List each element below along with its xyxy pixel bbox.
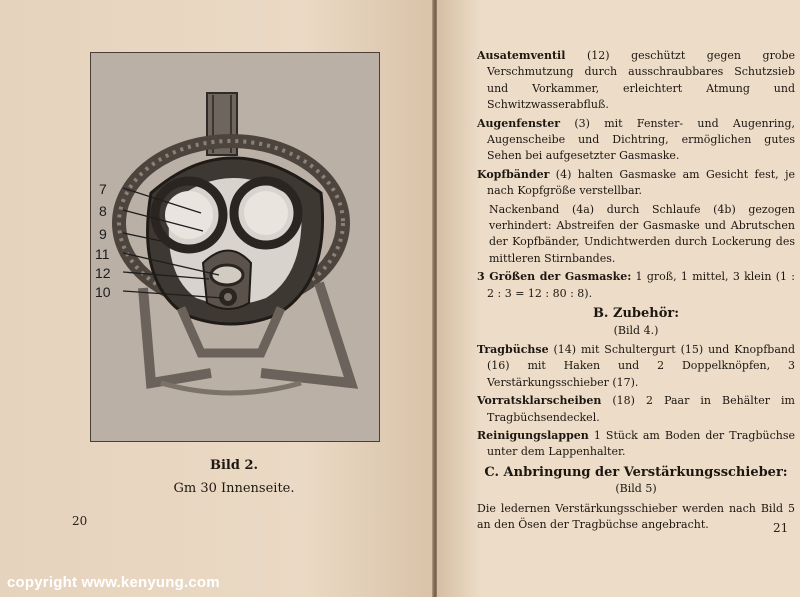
item-text: (14) mit Schultergurt (15) und Knopfband (16) mit Haken und 2 Doppelknöpfen, 3 Verstärkungsschieber (17). bbox=[487, 342, 795, 389]
figure-label-8: 8 bbox=[99, 203, 107, 219]
item-text: Die ledernen Verstärkungsschieber werden nach Bild 5 an den Ösen der Tragbüchse angebracht. bbox=[477, 501, 795, 531]
item-tragbuechse bbox=[477, 342, 795, 391]
item-text: (12) geschützt gegen grobe Verschmutzung durch ausschraubbares Schutzsieb und Vorkammer, erleichtert Atmung und Schwitzwasserabfluß. bbox=[487, 49, 795, 112]
item-text: 1 groß, 1 mittel, 3 klein (1 : 2 : 3 = 12 : 80 : 8). bbox=[487, 270, 795, 300]
item-vorratsklarscheiben bbox=[477, 393, 795, 426]
figure-label-9: 9 bbox=[99, 226, 107, 242]
figure-label-7: 7 bbox=[99, 181, 107, 197]
item-kopfbaender bbox=[477, 167, 795, 200]
item-term: Augenfenster bbox=[477, 116, 561, 130]
figure-caption-title: Bild 2. bbox=[209, 458, 259, 473]
item-text: (4) halten Gasmaske am Gesicht fest, je nach Kopfgröße verstellbar. bbox=[487, 167, 795, 198]
gas-mask-illustration bbox=[91, 53, 379, 441]
figure-label-10: 10 bbox=[95, 284, 111, 300]
item-text: Nackenband (4a) durch Schlaufe (4b) gezogen verhindert: Abstreifen der Gasmaske und Abrutschen der Kopfbänder, Undichtwerden durch Lockerung des mittleren Stirnbandes. bbox=[489, 202, 795, 265]
item-term: Reinigungslappen bbox=[477, 428, 589, 442]
right-page-text bbox=[477, 48, 795, 535]
item-text: (3) mit Fenster- und Augenring, Augenscheibe und Dichtring, ermöglichen gutes Sehen bei aufgesetzter Gasmaske. bbox=[487, 116, 795, 163]
item-term: 3 Größen der Gasmaske: bbox=[477, 270, 632, 284]
figure-label-12: 12 bbox=[95, 265, 111, 281]
page-number-left: 20 bbox=[72, 514, 88, 528]
item-term: Tragbüchse bbox=[477, 342, 549, 356]
section-c-figure-ref: (Bild 5) bbox=[615, 482, 657, 496]
item-term: Vorratsklarscheiben bbox=[477, 394, 602, 408]
figure-label-11: 11 bbox=[95, 246, 110, 262]
item-text: (18) 2 Paar in Behälter im Tragbüchsendeckel. bbox=[487, 394, 795, 424]
figure-caption-subtitle: Gm 30 Innenseite. bbox=[173, 481, 295, 496]
item-groessen bbox=[477, 269, 795, 302]
item-term: Kopfbänder bbox=[477, 167, 550, 181]
item-verstaerkungsschieber bbox=[477, 501, 795, 534]
section-b-heading: B. Zubehör: bbox=[592, 306, 680, 322]
item-term: Ausatemventil bbox=[477, 49, 566, 62]
section-c-heading: C. Anbringung der Verstärkungsschieber: bbox=[484, 464, 788, 480]
item-ausatemventil bbox=[477, 48, 795, 114]
item-reinigungslappen bbox=[477, 428, 795, 461]
item-augenfenster bbox=[477, 116, 795, 165]
page-number-right: 21 bbox=[773, 521, 789, 535]
item-text: 1 Stück am Boden der Tragbüchse unter dem Lappenhalter. bbox=[487, 428, 795, 459]
gas-mask-photo bbox=[90, 52, 380, 442]
item-nackenband bbox=[477, 202, 795, 268]
section-b-figure-ref: (Bild 4.) bbox=[613, 323, 659, 337]
copyright-watermark: copyright www.kenyung.com bbox=[7, 574, 220, 591]
